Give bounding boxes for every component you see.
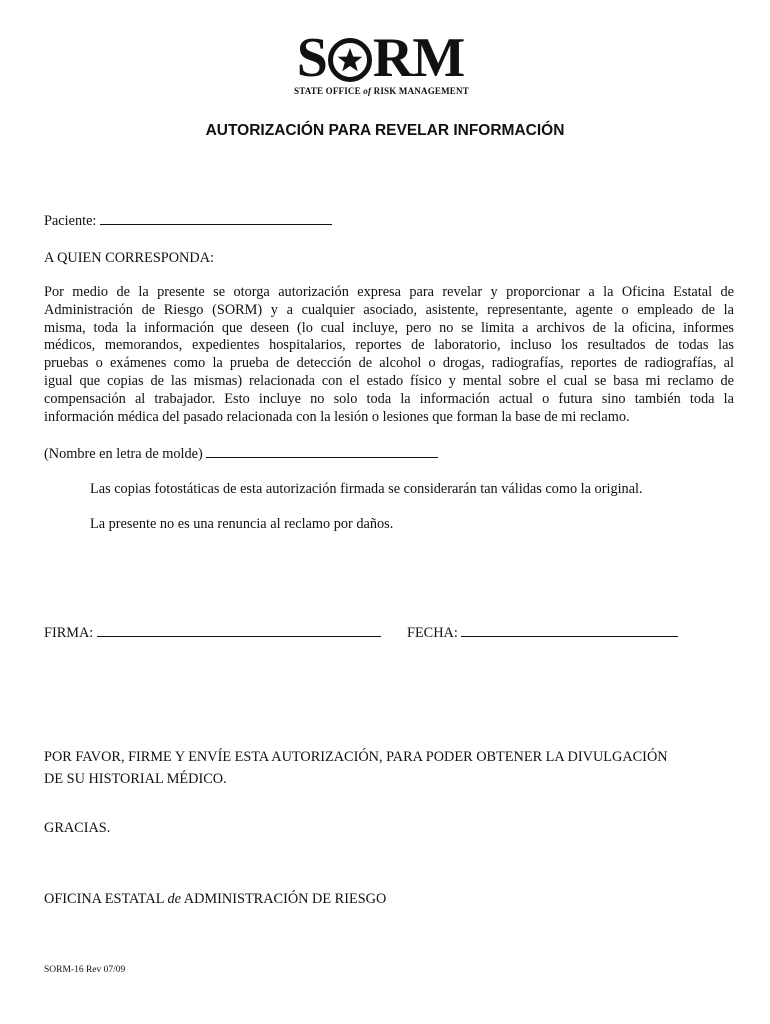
star-icon (328, 38, 372, 82)
paragraph-line: compensación al trabajador. Esto incluye no solo toda la información actual o futura sino también toda la (44, 390, 734, 407)
office-signature (44, 890, 386, 908)
nombre-field[interactable] (206, 445, 438, 458)
nombre-label: (Nombre en letra de molde) (44, 446, 203, 462)
paragraph-line: pruebas o exámenes como la prueba de detección de alcohol o drogas, radiografías, reportes de radiografías, al (44, 355, 734, 372)
paragraph-line: Por medio de la presente se otorga autorización expresa para revelar y proporcionar a la Oficina Estatal de (44, 284, 734, 300)
greeting: A QUIEN CORRESPONDA: (44, 250, 214, 266)
request-line: DE SU HISTORIAL MÉDICO. (44, 771, 227, 787)
renuncia-note: La presente no es una renuncia al reclamo por daños. (90, 516, 394, 532)
logo-wordmark: S RM (296, 27, 465, 89)
firma-line (44, 624, 381, 642)
fecha-field[interactable] (461, 624, 678, 637)
firma-label: FIRMA: (44, 625, 94, 641)
paragraph-line: misma, toda la información que deseen (lo cual incluye, pero no se limita a archivos de la oficina, informes (44, 319, 734, 336)
nombre-line (44, 445, 438, 463)
document-title: AUTORIZACIÓN PARA REVELAR INFORMACIÓN (205, 122, 565, 139)
signature-text: ADMINISTRACIÓN DE RIESGO (183, 891, 387, 907)
fecha-label: FECHA: (407, 625, 458, 641)
paciente-line (44, 212, 332, 230)
sorm-logo (288, 27, 473, 100)
paciente-field[interactable] (100, 212, 332, 225)
paragraph-line: médicos, memorandos, expedientes hospitalarios, reportes de laboratorio, incluso los resultados de todas las (44, 337, 734, 354)
paragraph-line: información médica del pasado relacionada con la lesión o lesiones que forman la base de mi reclamo. (44, 408, 630, 425)
fecha-line (407, 624, 678, 642)
signature-de: de (167, 891, 181, 907)
logo-subtitle: STATE OFFICE of RISK MANAGEMENT (294, 86, 469, 96)
form-id: SORM-16 Rev 07/09 (44, 965, 126, 975)
thanks: GRACIAS. (44, 820, 111, 836)
paciente-label: Paciente: (44, 213, 97, 229)
paragraph-line: Administración de Riesgo (SORM) y a cualquier asociado, asistente, representante, agente o empleado de la (44, 301, 734, 318)
request-text (44, 746, 668, 790)
request-line: POR FAVOR, FIRME Y ENVÍE ESTA AUTORIZACIÓN, PARA PODER OBTENER LA DIVULGACIÓN (44, 749, 668, 765)
firma-field[interactable] (97, 624, 381, 637)
copias-note: Las copias fotostáticas de esta autorización firmada se considerarán tan válidas como la original. (90, 481, 643, 497)
authorization-paragraph (44, 284, 734, 426)
paragraph-line: igual que copias de las mismas) relacionada con el estado físico y mental sobre el cual se basa mi reclamo de (44, 372, 734, 389)
signature-text: OFICINA ESTATAL (44, 891, 164, 907)
